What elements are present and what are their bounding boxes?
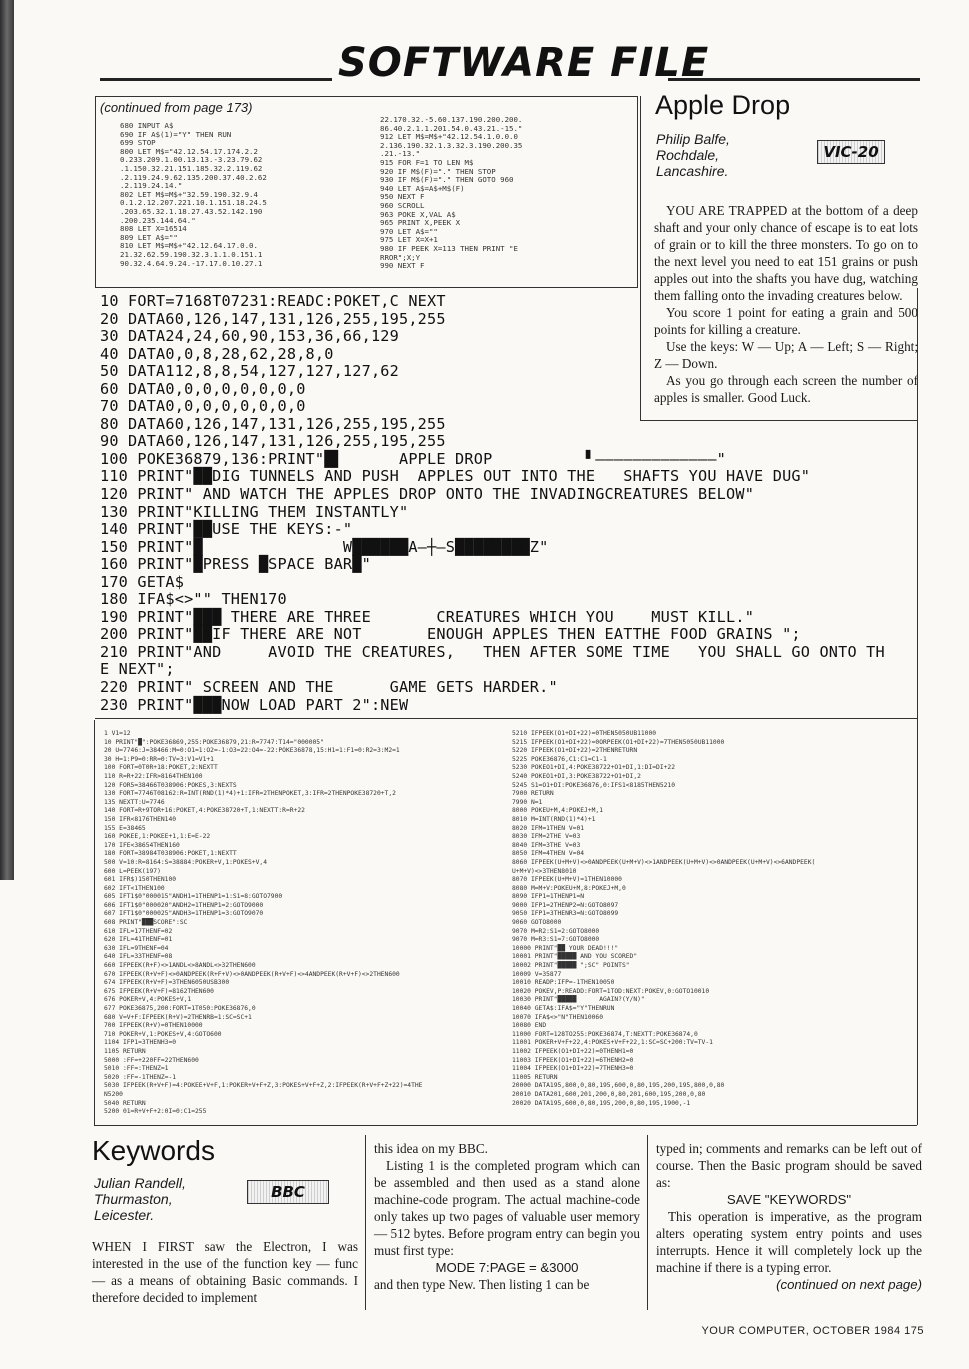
code-line: 5210 IFPEEK(O1+DI+22)=0THEN5050UB11000 <box>512 730 657 737</box>
listing-top-right <box>380 116 522 271</box>
command-line: MODE 7:PAGE = &3000 <box>435 1260 579 1275</box>
code-line: 809 LET A$="" <box>120 232 178 242</box>
code-line: 670 IFPEEK(R+V+F)<>0ANDPEEK(R+F+V)<>0ANDPEEK(R+V+F)<>4ANDPEEK(R+V+F)<>2THEN600 <box>104 970 400 978</box>
code-line: 960 SCROLL <box>380 200 425 210</box>
apple-drop-author <box>656 131 730 179</box>
code-line: 940 LET A$=A$+M$(F) <box>380 183 465 193</box>
code-line: 20010 DATA201,600,201,200,0,80,201,600,195,200,0,80 <box>512 1090 706 1098</box>
code-line: .1.150.32.21.151.185.32.2.119.62 <box>120 163 263 173</box>
code-line: 9000 IFP1=2THENP2=N:GOTO8097 <box>512 901 619 909</box>
column-rule <box>365 1135 366 1310</box>
code-line: 0.1.2.12.207.221.10.1.151.18.24.5 <box>120 198 267 208</box>
code-line: 10010 READP:IFP=-1THEN10050 <box>512 979 615 987</box>
code-line: RROR";X;Y <box>380 252 421 262</box>
code-line: 930 IF M$(F)="." THEN GOTO 960 <box>380 175 514 185</box>
code-line: 135 NEXTT:U=7746 <box>104 798 165 806</box>
code-line: 675 IFPEEK(R+V+F)=8162THEN600 <box>104 987 214 995</box>
code-line: 8050 IFM=4THEN V=04 <box>512 850 585 858</box>
code-line: 160 POKEE,1:POKEE+1,1:E=E-22 <box>104 833 211 841</box>
paragraph: As you go through each screen the number of apples is smaller. Good Luck. <box>654 373 918 405</box>
listing-rule-bottom <box>94 1125 917 1126</box>
code-line: 8090 IFP1=1THENP1=N <box>512 893 585 901</box>
code-line: 680 V=V+F:IFPEEK(R+V)=2THENRB=1:SC=SC+1 <box>104 1013 252 1021</box>
code-line: 10020 POKEV,P:READD:FORT=1TOD:NEXT:POKEV,0:GOTO10010 <box>512 987 710 995</box>
column-rule <box>647 1135 648 1310</box>
header-rule-left <box>100 78 332 81</box>
code-line: 30 DATA24,24,60,90,153,36,66,129 <box>100 327 399 346</box>
code-line: 920 IF M$(F)="." THEN STOP <box>380 166 496 176</box>
code-line: 5215 IFPEEK(O1+DI+22)=0ORPEEK(O1+DI+22)=7THEN5050UB11000 <box>512 738 725 746</box>
author-line: Philip Balfe, <box>656 131 730 147</box>
code-line: 1105 RETURN <box>104 1047 146 1055</box>
code-line: 677 POKE36875,200:FORT=1T050:POKE36876,0 <box>104 1005 256 1012</box>
code-line: 10000 PRINT"██ YOUR DEAD!!!" <box>512 944 619 952</box>
paragraph: this idea on my BBC. <box>374 1141 488 1156</box>
code-line: .200.235.144.64." <box>120 215 196 225</box>
code-line: 200 PRINT"██IF THERE ARE NOT ENOUGH APPLES THEN EATTHE FOOD GRAINS "; <box>100 625 801 644</box>
code-line: 20 DATA60,126,147,131,126,255,195,255 <box>100 309 446 328</box>
author-line: Rochdale, <box>656 147 720 163</box>
code-line: 11004 IFPEEK(O1+DI+22)=7THENH3=0 <box>512 1065 634 1073</box>
code-line: 1104 IFP1=3THENH3=0 <box>104 1039 177 1047</box>
code-line: 970 LET A$="" <box>380 226 438 236</box>
keywords-col1 <box>92 1238 358 1306</box>
code-line: 674 IFPEEK(R+V+F)=3THEN6050USB300 <box>104 979 230 987</box>
code-line: 965 PRINT X,PEEK X <box>380 218 461 228</box>
code-line: 10 FORT=7168T07231:READC:POKET,C NEXT <box>100 292 446 310</box>
code-line: 130 FORT=7746T08162:R=INT(RND(1)*4)+1:IFR=2THENPOKET,3:IFR=2THENPOKE38720+T,2 <box>104 790 396 798</box>
code-line: 70 DATA0,0,0,0,0,0,0,0 <box>100 397 306 416</box>
page-edge-photo <box>0 0 14 880</box>
code-line: 10 PRINT"█":POKE36869,255:POKE36879,21:R=7747:T14="000005" <box>104 738 324 746</box>
listing-rule-right <box>917 718 918 1125</box>
code-line: 608 PRINT"███SCORE":SC <box>104 919 188 927</box>
code-line: 10001 PRINT"█████ AND YOU SCORED" <box>512 953 638 961</box>
keywords-author <box>94 1175 186 1223</box>
author-line: Lancashire. <box>656 163 729 179</box>
paragraph: and then type New. Then listing 1 can be <box>374 1277 590 1292</box>
code-line: .2.119.24.14." <box>120 181 183 191</box>
paragraph: Use the keys: W — Up; A — Left; S — Right; Z — Down. <box>654 339 918 371</box>
code-line: 602 IFT<1THEN100 <box>104 884 165 892</box>
code-line: 80 DATA60,126,147,131,126,255,195,255 <box>100 414 446 433</box>
code-line: E NEXT"; <box>100 660 175 679</box>
bbc-badge: BBC <box>247 1180 329 1204</box>
code-line: N5200 <box>104 1090 123 1098</box>
code-line: 90.32.4.64.9.24.-17.17.0.10.27.1 <box>120 258 263 268</box>
code-line: 8070 IFPEEK(U+M+V)=1THEN10000 <box>512 876 622 884</box>
code-line: 10070 IFA$<>"N"THEN10060 <box>512 1013 603 1021</box>
continued-next: (continued on next page) <box>776 1277 922 1292</box>
code-line: 155 E=38465 <box>104 824 146 832</box>
paragraph: typed in; comments and remarks can be left out of course. Then the Basic program should be saved as: <box>656 1141 922 1190</box>
section-title: SOFTWARE FILE <box>338 40 710 86</box>
vic20-badge: VIC-20 <box>817 140 885 164</box>
code-line: 912 LET M$=M$+"42.12.54.1.0.0.0 <box>380 132 518 142</box>
paragraph: You score 1 point for eating a grain and 500 points for killing a creature. <box>654 305 918 337</box>
code-line: 10080 END <box>512 1022 547 1030</box>
code-line: 680 INPUT A$ <box>120 121 174 130</box>
code-line: 500 V=10:R=8164:S=38884:POKER+V,1:POKES+V,4 <box>104 858 268 866</box>
code-line: 11002 IFPEEK(O1+DI+22)=0THENH1=0 <box>512 1047 634 1055</box>
listing-rule-left <box>94 720 95 1125</box>
code-line: 950 NEXT F <box>380 192 425 202</box>
paragraph: Listing 1 is the completed program which can be assembled and then used as a stand alone machine-code program. The actual machine-code only takes up two pages of valuable user memory — 512 bytes. Before program entry can begin you must first type: <box>374 1158 640 1258</box>
code-line: 802 LET M$=M$+"32.59.190.32.9.4 <box>120 189 258 199</box>
author-line: Thurmaston, <box>94 1191 173 1207</box>
author-line: Leicester. <box>94 1207 155 1223</box>
code-line: 5225 POKE36876,C1:C1=C1-1 <box>512 755 607 763</box>
code-line: 170 GETA$ <box>100 572 185 591</box>
code-line: 90 DATA60,126,147,131,126,255,195,255 <box>100 432 446 451</box>
code-line: 990 NEXT F <box>380 261 425 271</box>
code-line: 10040 GETA$:IFA$="Y"THENRUN <box>512 1005 615 1012</box>
code-line: 5240 POKEO1+DI,3:POKE38722+O1+DI,2 <box>512 772 641 780</box>
code-line: 11003 IFPEEK(O1+DI+22)=6THENH2=0 <box>512 1056 634 1064</box>
keywords-col2 <box>374 1140 640 1293</box>
code-line: U+M+V)<>3THEN8010 <box>512 867 577 875</box>
code-line: 8000 POKEU+M,4:POKEJ+M,1 <box>512 807 603 815</box>
code-line: 690 IF A$(1)="Y" THEN RUN <box>120 129 232 139</box>
code-line: 9060 GOTO8000 <box>512 919 562 927</box>
paragraph: This operation is imperative, as the program alters operating system entry points and uses interrupts. Hence it will completely lock up the machine if there is a typing error. <box>656 1209 922 1275</box>
code-line: 9070 M=R2:S1=2:GOTO8000 <box>512 927 600 935</box>
code-line: 975 LET X=X+1 <box>380 235 438 245</box>
code-line: 180 IFA$<>"" THEN170 <box>100 590 287 609</box>
code-line: 100 FORT=0T0R+18:POKET,2:NEXTT <box>104 764 218 772</box>
code-line: 699 STOP <box>120 138 156 148</box>
code-line: 810 LET M$=M$+"42.12.64.17.0.0. <box>120 241 258 251</box>
listing-bottom-left <box>104 730 422 1117</box>
code-line: 120 FOR5=38466T038906:POKES,3:NEXTS <box>104 781 237 789</box>
apple-drop-listing <box>100 293 885 714</box>
code-line: 8080 M=M+V:POKEU+M,8:POKEJ+M,0 <box>512 884 626 892</box>
code-line: 676 POKER+V,4:POKES+V,1 <box>104 996 192 1004</box>
code-line: 9050 IFP1=3THENR3=N:GOTO8099 <box>512 910 619 918</box>
code-line: 210 PRINT"AND AVOID THE CREATURES, THEN AFTER SOME TIME YOU SHALL GO ONTO TH <box>100 642 885 661</box>
code-line: 8020 IFM=1THEN V=01 <box>512 824 585 832</box>
code-line: 5230 POKEO1+DI,4:POKE38722+O1+DI,1:DI=DI+22 <box>512 764 676 772</box>
code-line: 150 IFR<8176THEN140 <box>104 815 177 823</box>
code-line: 8060 IFPEEK(U+M+V)<>0ANDPEEK(U+M+V)<>1ANDPEEK(U+M+V)<>0ANDPEEK(U+M+V)<>6ANDPEEK( <box>512 858 816 866</box>
code-line: 915 FOR F=1 TO LEN M$ <box>380 157 474 167</box>
code-line: 11000 FORT=128TO255:POKE36874,T:NEXTT:POKE36874,0 <box>512 1030 698 1038</box>
code-line: 660 IFPEEK(R+F)<>1ANDL<>8ANDL<>32THEN600 <box>104 962 256 970</box>
code-line: 10009 V=35877 <box>512 970 562 978</box>
code-line: 11001 POKER+V+F+22,4:POKES+V+F+22,1:SC=SC+200:TV=TV-1 <box>512 1039 713 1047</box>
code-line: 180 FORT=38984T038906:POKET,1:NEXTT <box>104 850 237 858</box>
continued-from: (continued from page 173) <box>100 100 253 115</box>
code-line: 110 R=R+22:IFR>8164THEN100 <box>104 772 203 780</box>
listing-top-left <box>120 122 267 268</box>
code-line: .203.65.32.1.18.27.43.52.142.190 <box>120 206 263 216</box>
code-line: 140 PRINT"██USE THE KEYS:-" <box>100 520 353 539</box>
code-line: 630 IFL=9THENF=04 <box>104 944 169 952</box>
code-line: 606 IFT1$0"000020"ANDH2=1THENP1=2:GOTO9000 <box>104 901 264 909</box>
code-line: 5010 :FF=:THENZ=1 <box>104 1065 169 1073</box>
code-line: 5220 IFPEEK(O1+DI+22)=2THENRETURN <box>512 747 638 755</box>
code-line: 110 PRINT"██DIG TUNNELS AND PUSH APPLES OUT INTO THE SHAFTS YOU HAVE DUG" <box>100 467 811 486</box>
command-line: SAVE "KEYWORDS" <box>726 1192 852 1207</box>
code-line: .2.119.24.9.62.135.200.37.40.2.62 <box>120 172 267 182</box>
code-line: 640 IFL=33THENF=08 <box>104 953 173 961</box>
code-line: 0.233.209.1.00.13.13.-3.23.79.62 <box>120 155 263 165</box>
code-line: 22.170.32.-5.60.137.190.200.200. <box>380 115 523 124</box>
code-line: 20020 DATA195,600,0,80,195,200,0,80,195,1900,-1 <box>512 1099 691 1107</box>
author-line: Julian Randell, <box>94 1175 186 1191</box>
code-line: 150 PRINT"█ W██████A—┼—S████████Z" <box>100 537 549 556</box>
code-line: 5040 RETURN <box>104 1099 146 1107</box>
code-line: 601 IFR$)150THEN100 <box>104 876 177 884</box>
code-line: 10002 PRINT"█████ ";SC" POINTS" <box>512 962 630 970</box>
code-line: 100 POKE36879,136:PRINT"█▌ APPLE DROP ▘—————————————" <box>100 449 727 468</box>
code-line: 8040 IFM=3THE V=03 <box>512 841 581 849</box>
code-line: 600 L=PEEK(197) <box>104 867 161 875</box>
code-line: 50 DATA112,8,8,54,127,127,127,62 <box>100 362 399 381</box>
code-line: 130 PRINT"KILLING THEM INSTANTLY" <box>100 502 409 521</box>
listing-bottom-right <box>512 730 815 1108</box>
code-line: 710 POKER+V,1:POKES+V,4:GOTO600 <box>104 1030 222 1038</box>
code-line: 700 IFPEEK(R+V)=0THEN10000 <box>104 1022 203 1030</box>
code-line: 5020 :FF=-1THENZ=-1 <box>104 1073 177 1081</box>
code-line: 160 PRINT"█PRESS █SPACE BAR█" <box>100 555 371 574</box>
code-line: 5200 01=R+V+F+2:0I=0:C1=255 <box>104 1108 207 1116</box>
keywords-col3 <box>656 1140 922 1293</box>
code-line: 5030 IFPEEK(R+V+F)=4:POKEE+V+F,1:POKER+V+F+Z,3:POKES+V+F+Z,2:IFPEEK(R+V+F+Z+22)=4THE <box>104 1082 423 1090</box>
code-line: 610 IFL=17THENF=02 <box>104 927 173 935</box>
code-line: 607 IFT1$0"000025"ANDH3=1THENP1=3:GOTO9070 <box>104 910 264 918</box>
code-line: 7900 RETURN <box>512 790 554 798</box>
code-line: 190 PRINT"███ THERE ARE THREE CREATURES WHICH YOU MUST KILL." <box>100 607 755 626</box>
code-line: 808 LET X=16514 <box>120 224 187 234</box>
code-line: 5245 S1=O1+DI:POKE36876,0:IFS1<8185THEN5210 <box>512 781 676 789</box>
code-line: 980 IF PEEK X=113 THEN PRINT "E <box>380 243 518 253</box>
code-line: 170 IFE<38654THEN160 <box>104 841 180 849</box>
code-line: .21.-13." <box>380 149 421 159</box>
code-line: 1 V1=12 <box>104 730 131 737</box>
code-line: 40 DATA0,0,8,28,62,28,8,0 <box>100 344 334 363</box>
code-line: 963 POKE X,VAL A$ <box>380 209 456 219</box>
paragraph: YOU ARE TRAPPED at the bottom of a deep shaft and your only chance of escape is to eat lots of grain or to kill the three monsters. To go on to the next level you need to eat 151 grains or push apples out into the shafts you have dug, watching them falling onto the invading creatures below. <box>654 203 918 303</box>
apple-drop-title: Apple Drop <box>655 90 791 120</box>
code-line: 60 DATA0,0,0,0,0,0,0,0 <box>100 379 306 398</box>
code-line: 7990 N=1 <box>512 798 543 806</box>
code-line: 11005 RETURN <box>512 1073 558 1081</box>
code-line: 10030 PRINT"█████ AGAIN?(Y/N)" <box>512 996 645 1004</box>
code-line: 220 PRINT" SCREEN AND THE GAME GETS HARDER." <box>100 678 558 697</box>
code-line: 86.40.2.1.1.201.54.0.43.21.-15." <box>380 123 523 133</box>
page-footer: YOUR COMPUTER, OCTOBER 1984 175 <box>701 1325 924 1337</box>
code-line: 120 PRINT" AND WATCH THE APPLES DROP ONTO THE INVADINGCREATURES BELOW" <box>100 485 755 504</box>
code-line: 21.32.62.59.190.32.3.1.1.0.151.1 <box>120 249 263 259</box>
code-line: 2.136.190.32.1.3.32.3.190.200.35 <box>380 140 523 150</box>
code-line: 800 LET M$="42.12.54.17.174.2.2 <box>120 146 258 156</box>
code-line: 230 PRINT"███NOW LOAD PART 2":NEW <box>100 695 409 714</box>
code-line: 30 H=1:P9=0:RR=0:TV=3:V1=V1+1 <box>104 755 214 763</box>
keywords-title: Keywords <box>92 1135 215 1166</box>
code-line: 20000 DATA195,800,0,80,195,600,0,80,195,200,195,800,0,80 <box>512 1082 725 1090</box>
code-line: 9070 M=R3:S1=7:GOTO8000 <box>512 936 600 944</box>
code-line: 5000 :FF=+220FF=22THEN600 <box>104 1056 199 1064</box>
code-line: 20 U=7746:J=38466:M=0:O1=1:O2=-1:O3=22:O4=-22:POKE36878,15:H1=1:F1=0:R2=3:M2=1 <box>104 747 400 755</box>
code-line: 140 FORT=R+9TOR+16:POKET,4:POKE38720+T,1:NEXTT:R=R+22 <box>104 807 305 815</box>
code-line: 605 IFT1$0"000015"ANDH1=1THENP1=1:S1=8:GOTO7900 <box>104 893 283 901</box>
code-line: 620 IFL=41THENF=01 <box>104 936 173 944</box>
code-line: 8010 M=INT(RND(1)*4)+1 <box>512 815 596 823</box>
code-line: 8030 IFM=2THE V=03 <box>512 833 581 841</box>
paragraph: WHEN I FIRST saw the Electron, I was interested in the use of the function key — func — as a means of obtaining Basic commands. I therefore decided to implement <box>92 1239 358 1305</box>
